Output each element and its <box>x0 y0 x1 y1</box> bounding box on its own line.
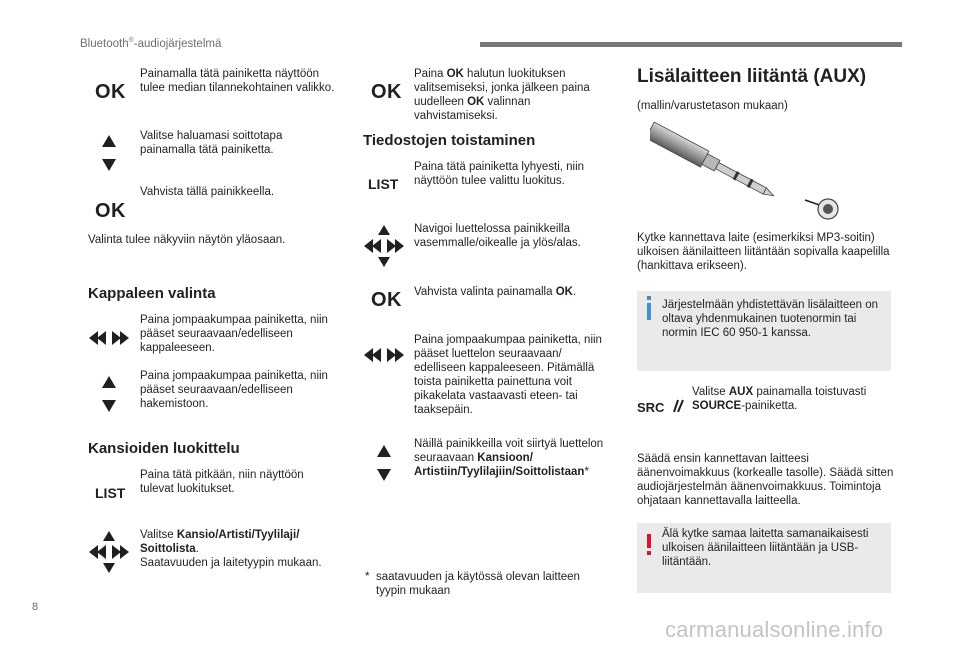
info-note-text: Järjestelmään yhdistettävän lisälaitteen on oltava yhdenmukainen tuotenormin tai normin IEC 60 950-1 kanssa. <box>662 299 879 339</box>
ok-button-icon: OK <box>371 289 402 311</box>
navigate-list-text: Navigoi luettelossa painikkeilla vasemmalle/oikealle ja ylös/alas. <box>414 223 581 249</box>
up-down-arrows-icon <box>101 135 117 173</box>
registered-mark: ® <box>128 37 134 44</box>
warning-icon <box>645 534 653 556</box>
volume-adjust-text: Säädä ensin kannettavan laitteesi äänenvoimakkuus (korkealle tasolle). Säädä sitten audiojärjestelmän äänenvoimakkuus. Toimintoja ohjataan kannettavalla laitteella. <box>637 453 894 507</box>
prev-next-icon <box>364 347 404 363</box>
info-icon <box>645 296 653 320</box>
heading-track-selection: Kappaleen valinta <box>88 285 216 302</box>
footnote-text: saatavuuden ja käytössä olevan laitteen tyypin mukaan <box>376 571 580 597</box>
confirm-text: Vahvista tällä painikkeella. <box>140 186 275 198</box>
list-button-icon: LIST <box>95 485 126 501</box>
heading-folder-sorting: Kansioiden luokittelu <box>88 440 240 457</box>
select-call-text: Valitse haluamasi soittotapa painamalla tätä painiketta. <box>140 130 283 156</box>
header-title: Bluetooth <box>80 37 129 50</box>
sorting-text: Paina tätä pitkään, niin näyttöön tulevat luokitukset. <box>140 469 304 495</box>
directory-select-text: Paina jompaakumpaa painiketta, niin pääset seuraavaan/edelliseen hakemistoon. <box>140 370 328 410</box>
four-way-arrows-icon <box>364 225 404 267</box>
heading-file-playback: Tiedostojen toistaminen <box>363 132 536 149</box>
ok-select-category-text: Paina OK halutun luokituksen valitsemiseksi, jonka jälkeen paina uudelleen OK valinnan vahvistamiseksi. <box>414 68 590 122</box>
header-bar <box>480 42 902 47</box>
skip-track-text: Paina jompaakumpaa painiketta, niin pääset luettelon seuraavaan/ edelliseen kappaleeseen. Pitämällä toista painiketta painettuna voit pikakelata vastaavasti eteen- tai taaksepäin. <box>414 334 602 416</box>
move-list-text: Näillä painikkeilla voit siirtyä luettelon seuraavaan Kansioon/ Artistiin/Tyylilajiin/Soittolistaan* <box>414 438 604 478</box>
running-header <box>80 37 221 50</box>
heading-aux-connection: Lisälaitteen liitäntä (AUX) <box>637 66 867 87</box>
jack-plug-illustration <box>650 120 850 230</box>
selection-shown-text: Valinta tulee näkyviin näytön yläosaan. <box>88 234 286 246</box>
footnote-marker: * <box>365 571 370 583</box>
confirm-ok-text: Vahvista valinta painamalla OK. <box>414 286 577 298</box>
ok-button-icon: OK <box>95 200 126 222</box>
aux-availability-text: (mallin/varustetason mukaan) <box>637 100 788 112</box>
watermark: carmanualsonline.info <box>665 617 884 642</box>
connect-device-text: Kytke kannettava laite (esimerkiksi MP3-soitin) ulkoisen äänilaitteen liitäntään sopivalla kaapelilla (hankittava erikseen). <box>637 232 890 272</box>
up-down-arrows-icon <box>101 376 117 414</box>
menu-text: Painamalla tätä painiketta näyttöön tulee median tilannekohtainen valikko. <box>140 68 335 94</box>
select-aux-text: Valitse AUX painamalla toistuvasti SOURCE-painiketta. <box>692 386 867 412</box>
ok-button-icon: OK <box>371 81 402 103</box>
four-way-arrows-icon <box>89 531 129 573</box>
list-short-press-text: Paina tätä painiketta lyhyesti, niin näyttöön tulee valittu luokitus. <box>414 161 585 187</box>
list-button-icon: LIST <box>368 176 399 192</box>
warning-note-text: Älä kytke samaa laitetta samanaikaisesti ulkoisen äänilaitteen liitäntään ja USB-liitäntään. <box>662 528 869 568</box>
prev-next-icon <box>89 330 129 346</box>
header-title-rest: -audiojärjestelmä <box>133 37 222 50</box>
src-label: SRC <box>637 400 665 415</box>
page-number: 8 <box>32 601 39 613</box>
up-down-arrows-icon <box>376 445 392 483</box>
category-select-text: Valitse Kansio/Artisti/Tyylilaji/ Soittolista. Saatavuuden ja laitetyypin mukaan. <box>140 529 322 569</box>
ok-button-icon: OK <box>95 81 126 103</box>
track-select-text: Paina jompaakumpaa painiketta, niin pääset seuraavaan/edelliseen kappaleeseen. <box>140 314 328 354</box>
src-button-icon <box>637 398 685 417</box>
